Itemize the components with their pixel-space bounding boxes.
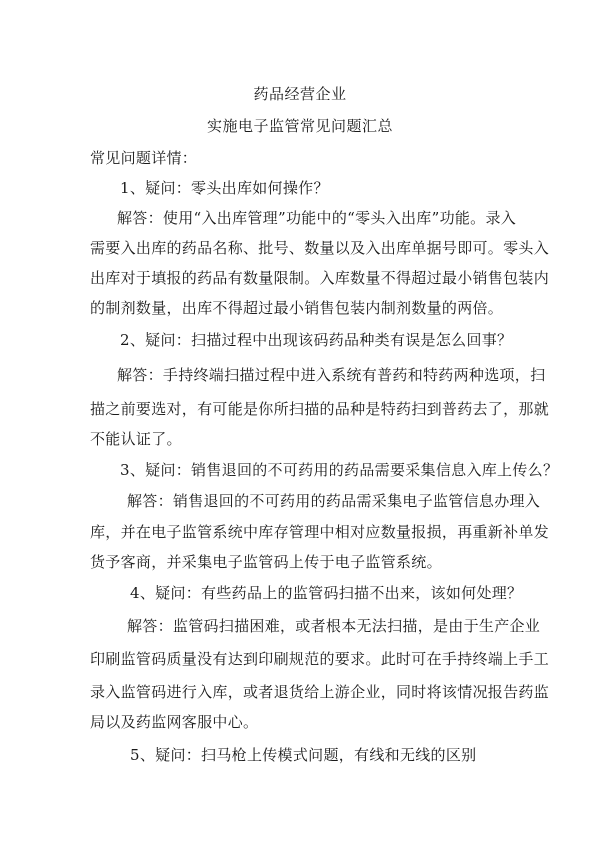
answer-2-line: 不能认证了。	[90, 430, 182, 448]
answer-4-line: 解答：监管码扫描困难，或者根本无法扫描，是由于生产企业	[127, 617, 541, 635]
answer-3-line: 解答：销售退回的不可药用的药品需采集电子监管信息办理入	[127, 492, 541, 510]
document-title: 药品经营企业	[253, 85, 347, 103]
answer-4-line: 印刷监管码质量没有达到印刷规范的要求。此时可在手持终端上手工	[90, 650, 550, 668]
question-3: 3、疑问：销售退回的不可药用的药品需要采集信息入库上传么？	[120, 461, 559, 479]
answer-2-line: 描之前要选对，有可能是你所扫描的品种是特药扫到普药去了，那就	[90, 400, 550, 418]
question-1: 1、疑问：零头出库如何操作？	[120, 179, 329, 197]
answer-1-line: 解答：使用“入出库管理”功能中的“零头入出库”功能。录入	[117, 209, 517, 227]
question-2: 2、疑问：扫描过程中出现该码药品种类有误是怎么回事？	[120, 331, 513, 349]
answer-2-line: 解答：手持终端扫描过程中进入系统有普药和特药两种选项，扫	[117, 366, 546, 384]
answer-3-line: 库，并在电子监管系统中库存管理中相对应数量报损，再重新补单发	[90, 523, 550, 541]
document-subtitle: 实施电子监管常见问题汇总	[206, 117, 393, 135]
answer-4-line: 录入监管码进行入库，或者退货给上游企业，同时将该情况报告药监	[90, 683, 550, 701]
answer-3-line: 货予客商，并采集电子监管码上传于电子监管系统。	[90, 553, 442, 571]
question-4: 4、疑问：有些药品上的监管码扫描不出来，该如何处理？	[130, 584, 523, 602]
answer-4-line: 局以及药监网客服中心。	[90, 713, 259, 731]
section-label: 常见问题详情：	[90, 149, 198, 167]
answer-1-line: 的制剂数量，出库不得超过最小销售包装内制剂数量的两倍。	[90, 299, 504, 317]
question-5: 5、疑问：扫马枪上传模式问题，有线和无线的区别	[130, 746, 477, 764]
answer-1-line: 需要入出库的药品名称、批号、数量以及入出库单据号即可。零头入	[90, 239, 550, 257]
answer-1-line: 出库对于填报的药品有数量限制。入库数量不得超过最小销售包装内	[90, 269, 550, 287]
